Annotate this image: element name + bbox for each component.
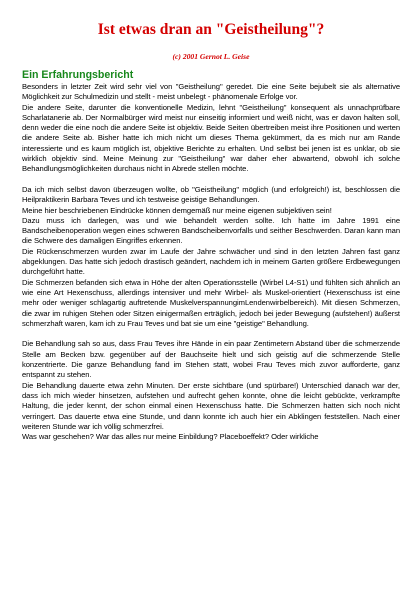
paragraph-gap — [22, 329, 400, 339]
paragraph: Dazu muss ich darlegen, was und wie behandelt werden sollte. Ich hatte im Jahre 1991 eine Bandscheibenoperation wegen eines schweren Bandscheibenvorfalls und seither Beschwerden. Daran kann man die Schwere des damaligen Eingriffes erkennen. — [22, 215, 400, 246]
paragraph: Besonders in letzter Zeit wird sehr viel von "Geistheilung" geredet. Die eine Seite bejubelt sie als alternative Möglichkeit zur Schulmedizin und stellt - meist unbelegt - phänomenale Erfolge vor. — [22, 82, 400, 102]
paragraph: Die Rückenschmerzen wurden zwar im Laufe der Jahre schwächer und sind in den letzten Jahren fast ganz abgeklungen. Das hatte sich jedoch drastisch geändert, nachdem ich in meinem Garten größere Erdbewegungen durchgeführt hatte. — [22, 246, 400, 277]
paragraph: Was war geschehen? War das alles nur meine Einbildung? Placeboeffekt? Oder wirkliche — [22, 432, 319, 442]
copyright-line: (c) 2001 Gernot L. Geise — [172, 52, 250, 61]
section-heading: Ein Erfahrungsbericht — [22, 69, 134, 81]
paragraph: Meine hier beschriebenen Eindrücke können demgemäß nur meine eigenen subjektiven sein! — [22, 205, 332, 215]
paragraph: Da ich mich selbst davon überzeugen wollte, ob "Geistheilung" möglich (und erfolgreich!) ist, beschlossen die Heilpraktikerin Barbara Teves und ich testweise geistige Behandlungen. — [22, 184, 400, 205]
paragraph: Die Behandlung sah so aus, dass Frau Teves ihre Hände in ein paar Zentimetern Abstand über die schmerzende Stelle am Becken bzw. gegenüber auf der Bauchseite hielt und sich geistig auf die schmerzende Stelle konzentrierte. Die ganze Behandlung fand im Stehen statt, wobei Frau Teves mich zuvor aufforderte, ganz entspannt zu stehen. — [22, 339, 400, 380]
article-body — [22, 82, 400, 442]
paragraph: Die Behandlung dauerte etwa zehn Minuten. Der erste sichtbare (und spürbare!) Unterschied danach war der, dass ich mich wieder hinsetzen, aufstehen und aufrecht gehen konnte, ohne die leicht gebückte, verkrampfte Haltung, die jeder kennt, der schon einmal einen Hexenschuss hatte. Die Schmerzen hatten sich noch nicht verringert. Das dauerte etwa eine Stunde, und dann konnte ich auch hier ein Abklingen feststellen. Nach einer weiteren Stunde war ich völlig schmerzfrei. — [22, 380, 400, 431]
paragraph: Die Schmerzen befanden sich etwa in Höhe der alten Operationsstelle (Wirbel L4-S1) und fühlten sich ähnlich an wie eine Art Hexenschuss, allerdings intensiver und mehr Wirbel- als Muskel-orientiert (Hexenschuss ist eine mehr oder weniger schlagartig auftretende MuskelverspannungimLendenwirbelbereich). Mit diesen Schmerzen, die zwar im ruhigen Stehen oder Sitzen einigermaßen erträglich, jedoch bei jeder Bewegung (aufstehen!) äußerst schmerzhaft waren, kam ich zu Frau Teves und bat sie um eine "geistige" Behandlung. — [22, 277, 400, 328]
paragraph-gap — [22, 175, 400, 185]
document-title: Ist etwas dran an "Geistheilung"? — [97, 21, 325, 38]
paragraph: Die andere Seite, darunter die konventionelle Medizin, lehnt "Geistheilung" konsequent als unnachprüfbare Scharlatanerie ab. Der Normalbürger wird meist nur einseitig informiert und weiß nicht, was er davon halten soll, denn weder die eine noch die andere Seite ist objektiv. Beide Seiten übertreiben meist ihre Positionen und werten die andere Seite ab. Bisher hatte ich mich nicht um dieses Thema gekümmert, da es mich nur am Rande interessierte und es kaum möglich ist, objektive Berichte zu erhalten. Und selbst bei jenen ist es unklar, ob sie wirklich objektiv sind. Meine Meinung zur "Geistheilung" war daher eher abwartend, obwohl ich solche Behandlungsmöglichkeiten durchaus nicht in Abrede stellen möchte. — [22, 102, 400, 174]
